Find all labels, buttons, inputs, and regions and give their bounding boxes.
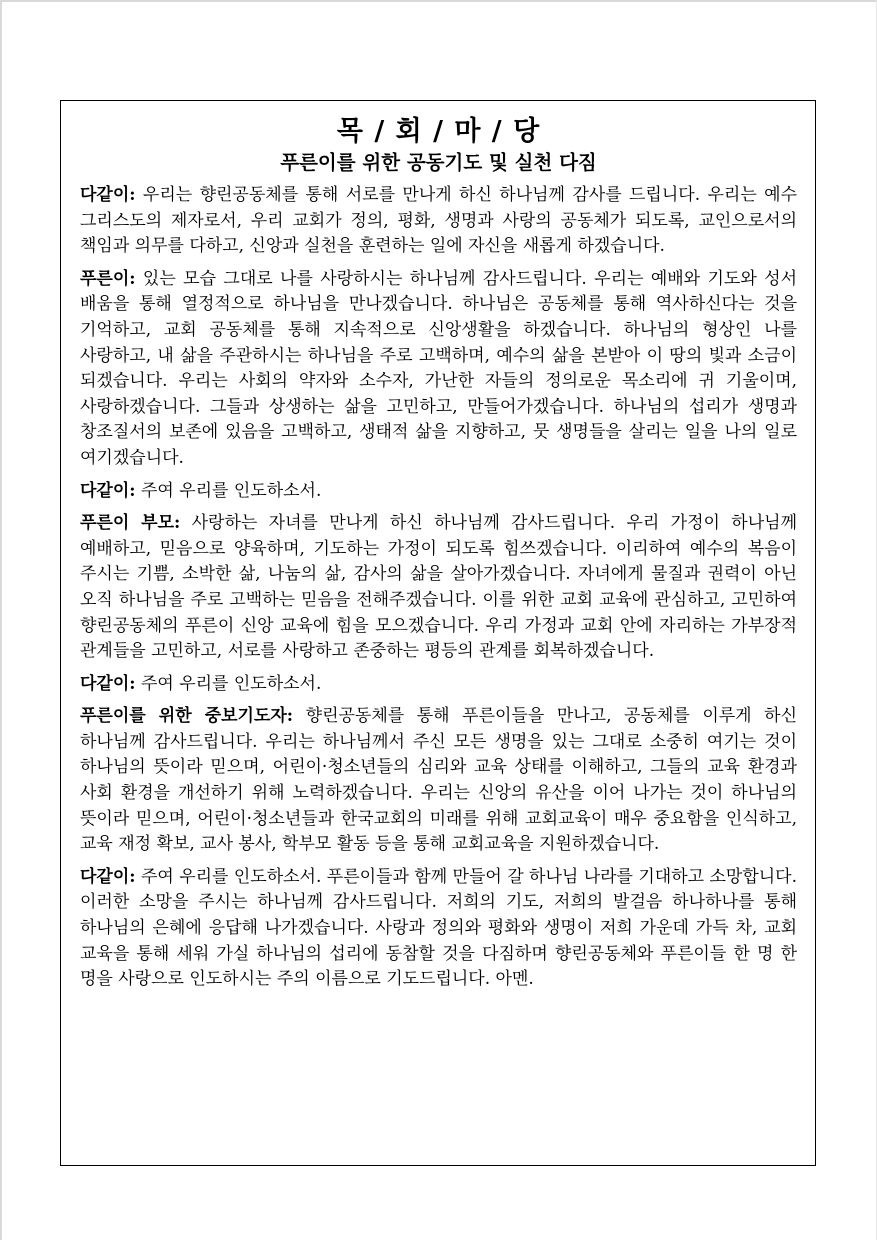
speaker-label: 푸른이 부모: — [80, 513, 181, 534]
prayer-paragraph-7 — [80, 865, 797, 993]
paragraph-text: 주여 우리를 인도하소서. — [135, 673, 322, 694]
speaker-label: 다같이: — [80, 866, 136, 887]
prayer-paragraph-1 — [80, 183, 797, 260]
speaker-label: 푸른이: — [80, 268, 136, 289]
paragraph-text: 주여 우리를 인도하소서. 푸른이들과 함께 만들어 갈 하나님 나라를 기대하고 소망합니다. 이러한 소망을 주시는 하나님께 감사드립니다. 저희의 기도, 저희의 발걸음 하나하나를 통해 하나님의 은혜에 응답해 나가겠습니다. 사랑과 정의와 평화와 생명이 저희 가운데 가득 차, 교회 교육을 통해 세워 가실 하나님의 섭리에 동참할 것을 다짐하며 향린공동체와 푸른이들 한 명 한 명을 사랑으로 인도하시는 주의 이름으로 기도드립니다. 아멘. — [80, 866, 797, 990]
paragraph-text: 주여 우리를 인도하소서. — [135, 480, 322, 501]
paragraph-text: 우리는 향린공동체를 통해 서로를 만나게 하신 하나님께 감사를 드립니다. 우리는 예수 그리스도의 제자로서, 우리 교회가 정의, 평화, 생명과 사랑의 공동체가 되도록, 교인으로서의 책임과 의무를 다하고, 신앙과 실천을 훈련하는 일에 자신을 새롭게 하겠습니다. — [80, 185, 797, 257]
prayer-paragraph-5 — [80, 672, 797, 698]
page-edge-top — [0, 0, 877, 2]
page-title: 목 / 회 / 마 / 당 — [336, 116, 541, 147]
speaker-label: 다같이: — [80, 185, 136, 205]
prayer-paragraph-3 — [80, 479, 797, 505]
speaker-label: 푸른이를 위한 중보기도자: — [80, 706, 294, 727]
paragraph-text: 사랑하는 자녀를 만나게 하신 하나님께 감사드립니다. 우리 가정이 하나님께 예배하고, 믿음으로 양육하며, 기도하는 가정이 되도록 힘쓰겠습니다. 이리하여 예수의 복음이 주시는 기쁨, 소박한 삶, 나눔의 삶, 감사의 삶을 살아가겠습니다. 자녀에게 물질과 권력이 아닌 오직 하나님을 주로 고백하는 믿음을 전해주겠습니다. 이를 위한 교회 교육에 관심하고, 고민하여 향린공동체의 푸른이 신앙 교육에 힘을 모으겠습니다. 우리 가정과 교회 안에 자리하는 가부장적 관계들을 고민하고, 서로를 사랑하고 존중하는 평등의 관계를 회복하겠습니다. — [80, 513, 797, 662]
prayer-paragraph-4 — [80, 511, 797, 665]
speaker-label: 다같이: — [80, 480, 136, 501]
prayer-paragraph-6 — [80, 704, 797, 858]
paragraph-text: 향린공동체를 통해 푸른이들을 만나고, 공동체를 이루게 하신 하나님께 감사드립니다. 우리는 하나님께서 주신 모든 생명을 있는 그대로 소중히 여기는 것이 하나님의 뜻이라 믿으며, 어린이·청소년들의 심리와 교육 상태를 이해하고, 그들의 교육 환경과 사회 환경을 개선하기 위해 노력하겠습니다. 우리는 신앙의 유산을 이어 나가는 것이 하나님의 뜻이라 믿으며, 어린이·청소년들과 한국교회의 미래를 위해 교회교육이 매우 중요함을 인식하고, 교육 재정 확보, 교사 봉사, 학부모 활동 등을 통해 교회교육을 지원하겠습니다. — [80, 706, 797, 855]
paragraph-text: 있는 모습 그대로 나를 사랑하시는 하나님께 감사드립니다. 우리는 예배와 기도와 성서 배움을 통해 열정적으로 하나님을 만나겠습니다. 하나님은 공동체를 통해 역사하신다는 것을 기억하고, 교회 공동체를 통해 지속적으로 신앙생활을 하겠습니다. 하나님의 형상인 나를 사랑하고, 내 삶을 주관하시는 하나님을 주로 고백하며, 예수의 삶을 본받아 이 땅의 빛과 소금이 되겠습니다. 우리는 사회의 약자와 소수자, 가난한 자들의 정의로운 목소리에 귀 기울이며, 사랑하겠습니다. 그들과 상생하는 삶을 고민하고, 만들어가겠습니다. 하나님의 섭리가 생명과 창조질서의 보존에 있음을 고백하고, 생태적 삶을 지향하고, 뭇 생명들을 살리는 일을 나의 일로 여기겠습니다. — [80, 268, 797, 468]
document-frame — [60, 100, 816, 1166]
page-edge-left — [0, 0, 2, 1240]
page-subtitle: 푸른이를 위한 공동기도 및 실천 다짐 — [280, 151, 597, 174]
speaker-label: 다같이: — [80, 673, 136, 694]
prayer-paragraph-2 — [80, 267, 797, 472]
